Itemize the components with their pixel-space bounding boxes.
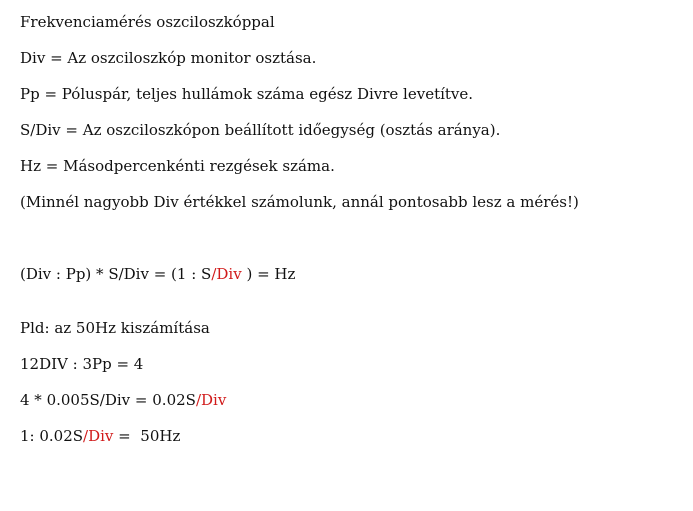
formula-part-2: ) = Hz [241,265,296,283]
example-line-3-highlight: /Div [83,427,114,445]
example-line-3-text: 1: 0.02S [20,427,84,445]
formula-line [20,265,295,283]
formula-highlight: /Div [211,265,242,283]
example-line-3 [20,427,180,445]
formula-part-1: (Div : Pp) * S/Div = (1 : S [20,265,212,283]
example-line-2-text: 4 * 0.005S/Div = 0.02S [20,391,196,409]
measurement-note: (Minnél nagyobb Div értékkel számolunk, annál pontosabb lesz a mérés!) [20,193,579,211]
definition-div: Div = Az oszciloszkóp monitor osztása. [20,49,317,67]
example-line-3-result: = 50Hz [113,427,181,445]
definition-pp: Pp = Póluspár, teljes hullámok száma egész Divre levetítve. [20,85,474,103]
example-line-1: 12DIV : 3Pp = 4 [20,355,144,373]
example-line-2 [20,391,226,409]
definition-hz: Hz = Másodpercenkénti rezgések száma. [20,157,335,175]
document-page [20,0,680,511]
example-line-2-highlight: /Div [195,391,227,409]
example-title: Pld: az 50Hz kiszámítása [20,319,210,337]
definition-s-div: S/Div = Az oszciloszkópon beállított időegység (osztás aránya). [20,121,501,139]
document-title: Frekvenciamérés oszciloszkóppal [20,13,275,31]
